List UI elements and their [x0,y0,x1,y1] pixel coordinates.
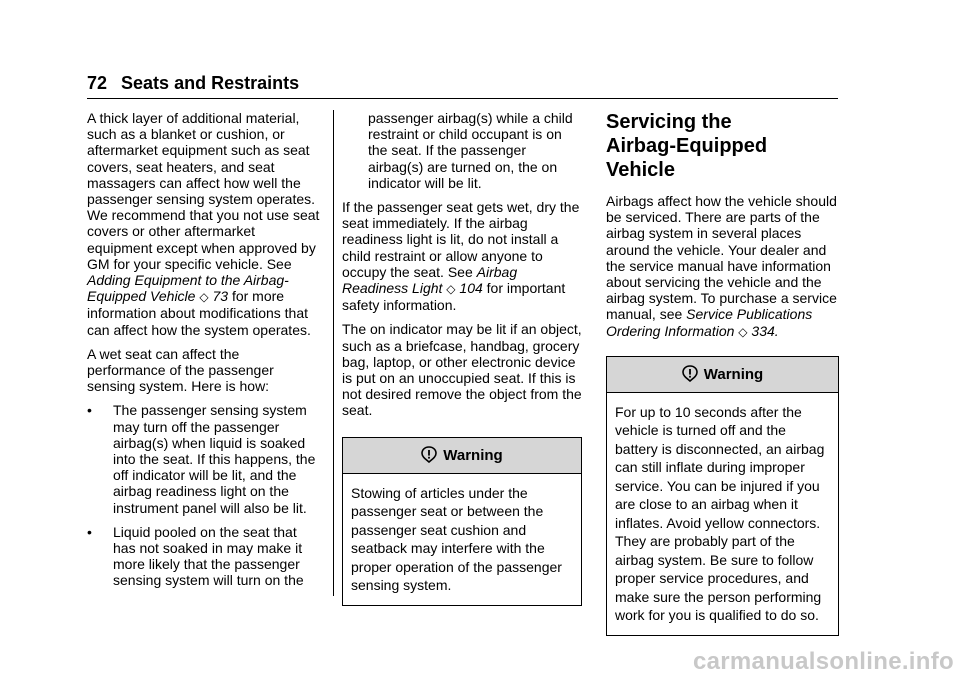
cross-reference-link[interactable]: Service Publications Ordering Information [606,306,813,339]
paragraph [342,199,582,313]
bullet-icon: • [87,523,92,540]
page-reference[interactable]: 104 [459,280,483,297]
page-ref-arrow-icon: ◇ [738,324,748,339]
warning-box [342,437,582,606]
watermark: carmanualsonline.info [692,648,954,675]
warning-icon [682,365,698,382]
paragraph-text: for more information about modifications that can affect how the system operates. [87,288,311,338]
paragraph [87,110,320,338]
warning-header [607,357,838,393]
paragraph [606,193,839,340]
paragraph-text: If the passenger seat gets wet, dry the seat immediately. If the airbag readiness light is lit, do not install a child restraint or allow anyone to occupy the seat. See [342,199,580,280]
heading-line: Airbag-Equipped Vehicle [606,135,768,181]
column-divider [333,110,334,596]
warning-box [606,356,839,636]
page-ref-arrow-icon: ◇ [446,282,456,297]
page-reference[interactable]: 73 [212,288,229,305]
section-title: Seats and Restraints [121,73,300,93]
section-heading [606,110,839,182]
paragraph-text: A thick layer of additional material, such as a blanket or cushion, or aftermarket equipment such as seat covers, seat heaters, and seat massagers can affect how well the passenger sensing system operates. We recommend that you not use seat covers or other aftermarket equipment except when approved by GM for your specific vehicle. See [87,110,320,272]
warning-body: Stowing of articles under the passenger seat or between the passenger seat cushion and seatback may interfere with the proper operation of the passenger sensing system. [351,484,562,594]
header-rule [87,98,838,99]
paragraph-text: Airbags affect how the vehicle should be serviced. There are parts of the airbag system in several places around the vehicle. Your dealer and the service manual have information about servicing the vehicle and the airbag system. To purchase a service manual, see [606,193,837,323]
bullet-item [87,402,320,515]
page-number: 72 [87,73,108,93]
page-reference[interactable]: 334 [751,322,775,339]
column-3 [606,110,839,636]
cross-reference-link[interactable]: Airbag Readiness Light [342,263,518,297]
paragraph: The on indicator may be lit if an object, such as a briefcase, handbag, grocery bag, laptop, or other electronic device is put on an unoccupied seat. If this is not desired remove the object from the seat. [342,321,582,419]
page-header [87,70,837,96]
bullet-continuation: passenger airbag(s) while a child restraint or child occupant is on the seat. If the passenger airbag(s) are turned on, the on indicator will be lit. [368,110,573,191]
heading-line: Servicing the [606,111,732,133]
warning-body: For up to 10 seconds after the vehicle is turned off and the battery is disconnected, an airbag can still inflate during improper service. You can be injured if you are close to an airbag when it inflates. Avoid yellow connectors. They are probably part of the airbag system. Be sure to follow proper service procedures, and make sure the person performing work for you is qualified to do so. [615,403,825,624]
warning-title: Warning [443,446,503,464]
warning-icon [421,446,437,463]
cross-reference-link[interactable]: Adding Equipment to the Airbag-Equipped Vehicle [87,272,289,305]
bullet-item [87,524,320,589]
paragraph: A wet seat can affect the performance of the passenger sensing system. Here is how: [87,345,274,395]
warning-header [343,438,581,474]
bullet-text: The passenger sensing system may turn off the passenger airbag(s) when liquid is soaked into the seat. If this happens, the off indicator will be lit, and the airbag readiness light on the instrument panel will also be lit. [113,402,316,516]
warning-title: Warning [703,365,764,383]
column-1 [87,110,320,597]
page-ref-arrow-icon: ◇ [199,290,209,305]
paragraph-text: for important safety information. [342,280,566,314]
bullet-text: Liquid pooled on the seat that has not soaked in may make it more likely that the passenger sensing system will turn on the [113,523,304,589]
column-2 [342,110,582,606]
bullet-icon: • [87,402,92,419]
sentence-end: . [774,322,779,339]
